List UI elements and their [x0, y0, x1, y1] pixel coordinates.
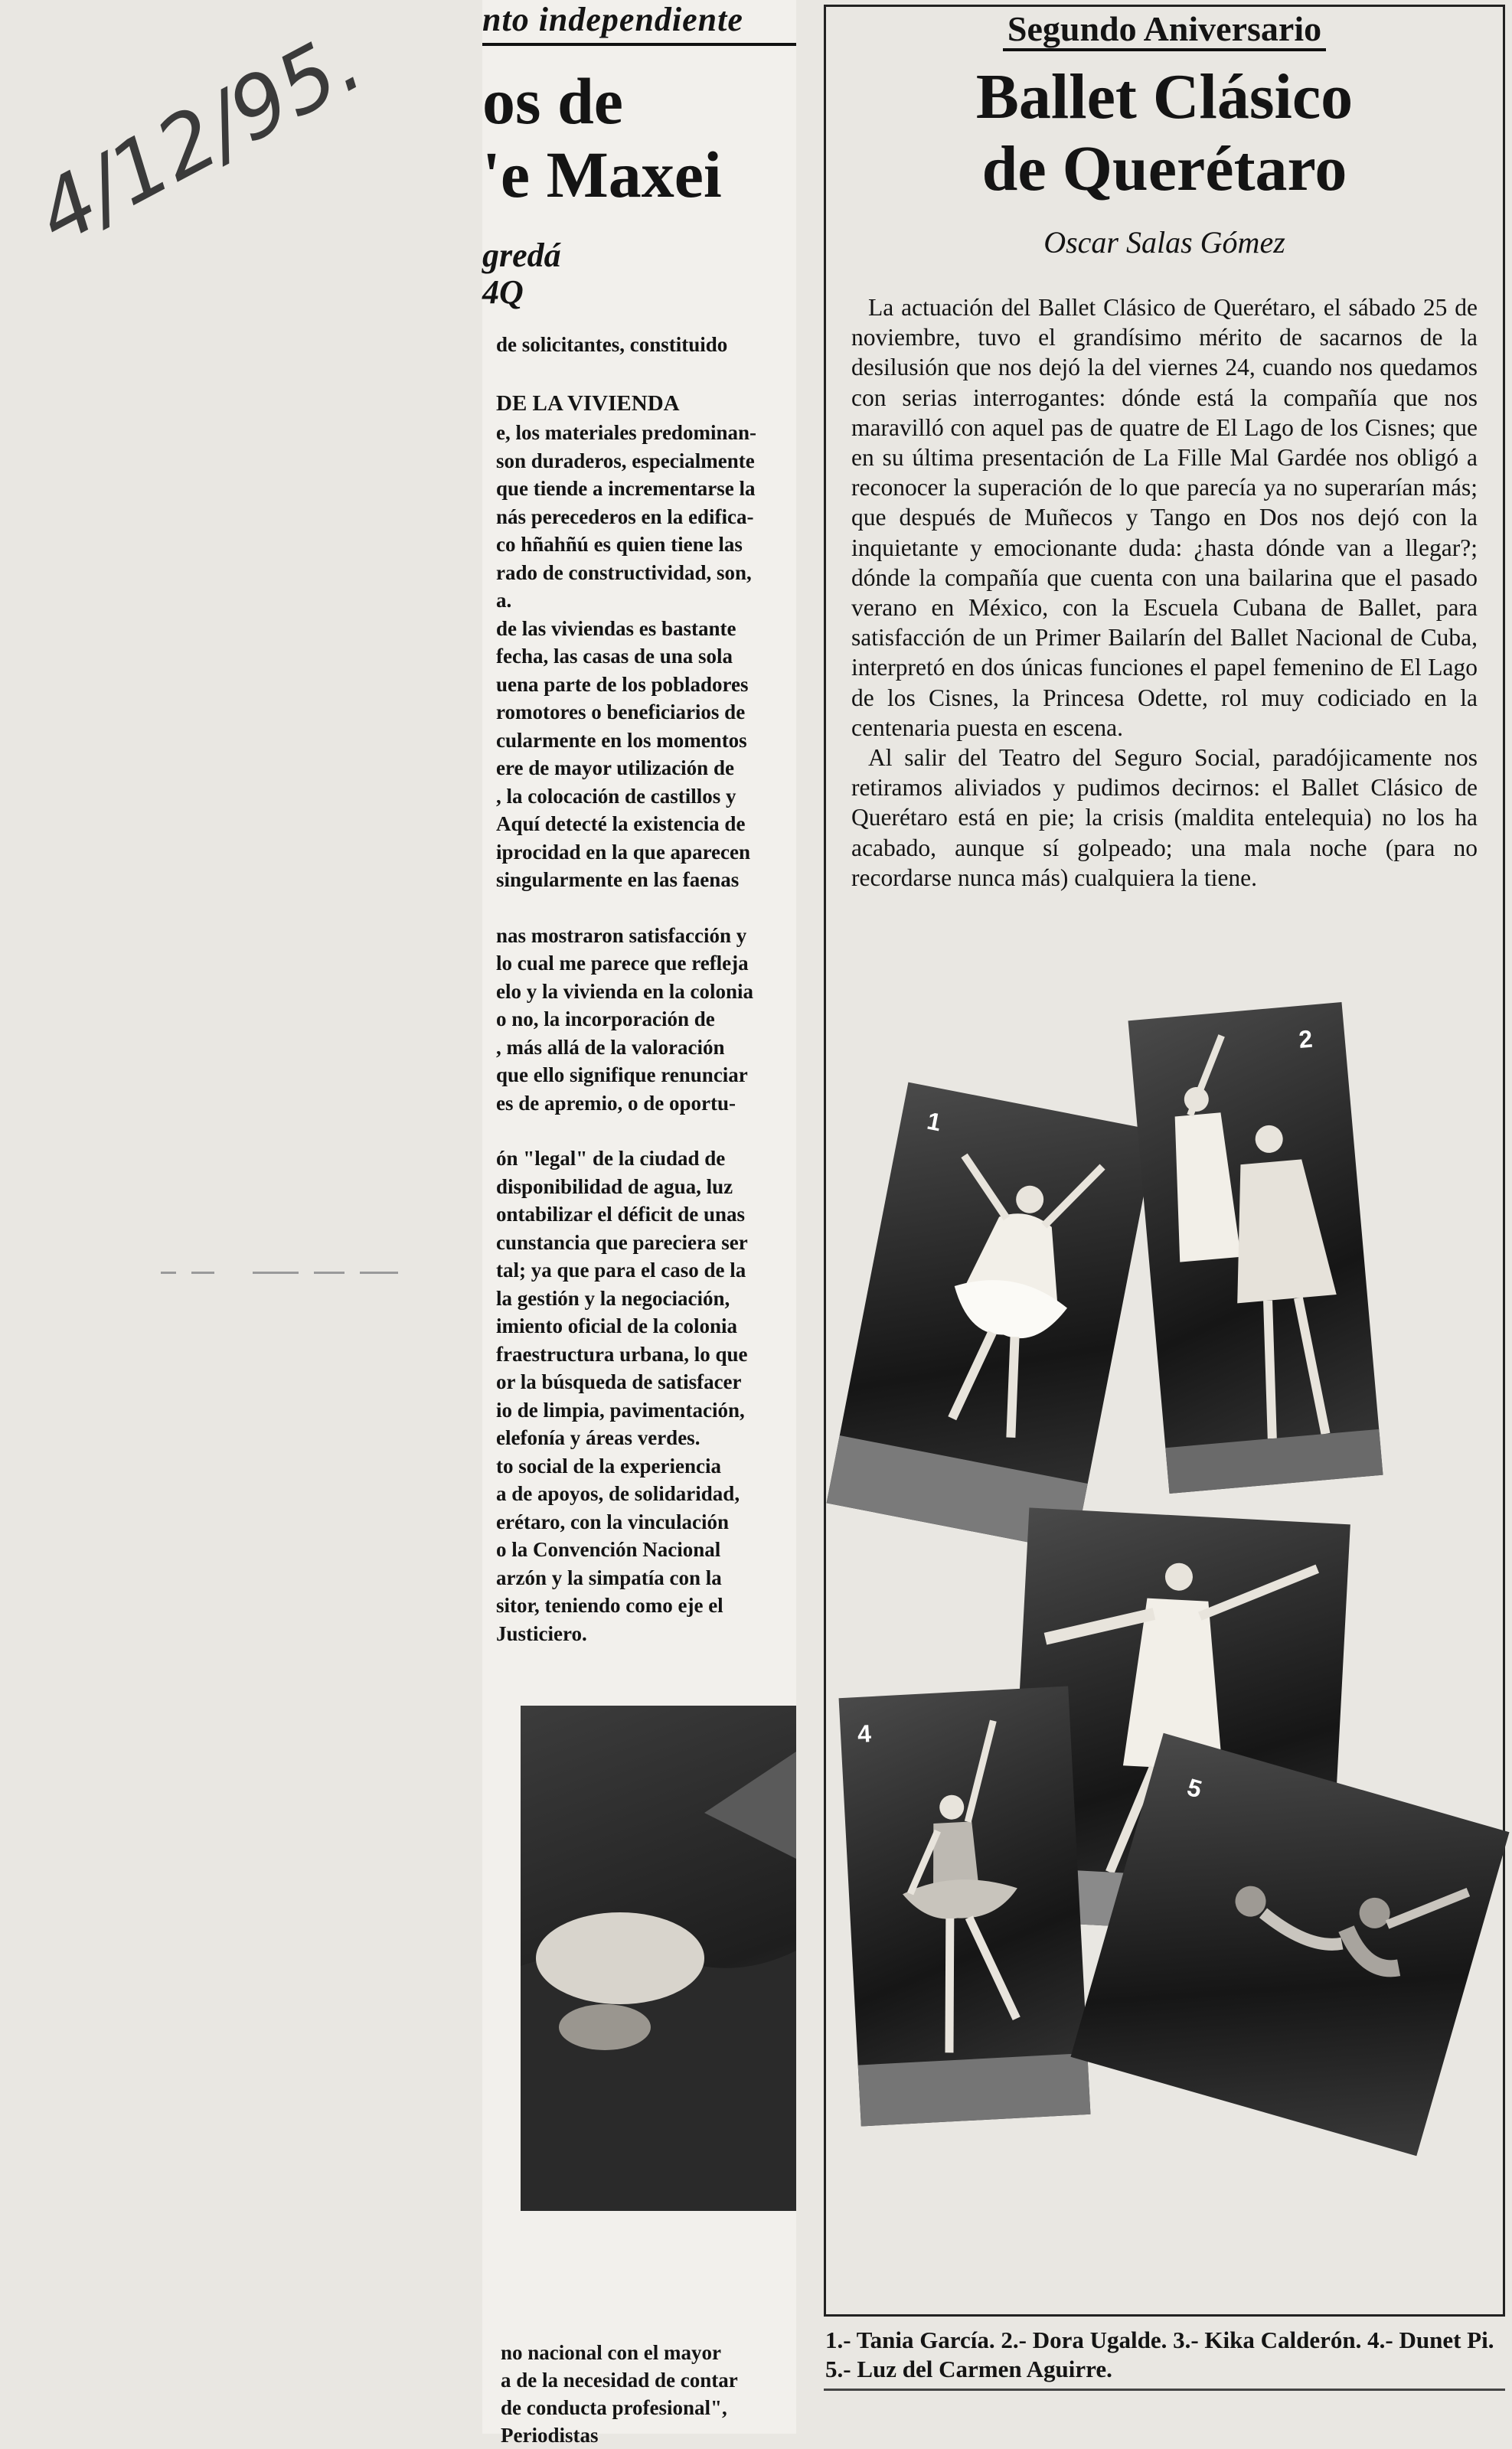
article-headline: [824, 61, 1505, 205]
left-text-line: de solicitantes, constituido: [496, 333, 728, 356]
left-text-line: arzón y la simpatía con la: [496, 1566, 722, 1589]
left-text-line: elo y la vivienda en la colonia: [496, 979, 754, 1003]
left-text-line: la gestión y la negociación,: [496, 1286, 730, 1310]
headline-line: Ballet Clásico: [975, 61, 1354, 132]
left-text-line: uena parte de los pobladores: [496, 672, 749, 696]
left-text-line: e, los materiales predominan-: [496, 421, 756, 444]
left-text-line: rado de constructividad, son,: [496, 560, 752, 584]
photo-1: [827, 1082, 1157, 1552]
left-text-line: to social de la experiencia: [496, 1454, 721, 1478]
left-text-line: tal; ya que para el caso de la: [496, 1259, 746, 1282]
left-text-line: no nacional con el mayor: [501, 2341, 721, 2364]
left-text-line: sitor, teniendo como eje el: [496, 1594, 723, 1617]
left-text-line: erétaro, con la vinculación: [496, 1510, 729, 1533]
left-text-line: , más allá de la valoración: [496, 1035, 725, 1059]
photo-number: 4: [857, 1719, 872, 1748]
left-text-line: Justiciero.: [496, 1621, 587, 1645]
article-body: [851, 292, 1478, 893]
left-byline-line: 4Q: [482, 273, 524, 311]
bottom-rule: [824, 2389, 1505, 2391]
left-text-line: co hñahñú es quien tiene las: [496, 533, 743, 556]
left-text-line: Aquí detecté la existencia de: [496, 812, 746, 835]
left-article-column: [482, 0, 796, 2447]
section-label: nto independiente: [482, 0, 796, 46]
left-text-line: a.: [496, 589, 512, 612]
left-article-title: [482, 64, 796, 211]
left-text-line: de conducta profesional",: [501, 2396, 727, 2419]
photo-number: 2: [1297, 1024, 1314, 1053]
left-text-line: elefonía y áreas verdes.: [496, 1426, 700, 1449]
left-text-line: que tiende a incrementarse la: [496, 477, 756, 500]
left-text-line: singularmente en las faenas: [496, 868, 740, 891]
photo-caption: 1.- Tania García. 2.- Dora Ugalde. 3.- Kika Calderón. 4.- Dunet Pi. 5.- Luz del Carmen Aguirre.: [825, 2327, 1494, 2382]
left-text-line: or la búsqueda de satisfacer: [496, 1370, 742, 1393]
left-text-line: cunstancia que pareciera ser: [496, 1230, 748, 1254]
left-text-line: cularmente en los momentos: [496, 728, 747, 752]
left-body-text: [496, 331, 796, 1647]
left-text-line: io de limpia, pavimentación,: [496, 1398, 745, 1422]
left-text-line: de las viviendas es bastante: [496, 616, 736, 640]
left-text-line: o la Convención Nacional: [496, 1538, 721, 1561]
left-text-line: Periodistas: [501, 2424, 599, 2447]
left-text-line: , la colocación de castillos y: [496, 784, 736, 808]
left-text-line: nás perecederos en la edifica-: [496, 504, 754, 528]
scan-specks: [161, 1267, 413, 1278]
left-text-line: ere de mayor utilización de: [496, 756, 734, 779]
photo-number: 1: [925, 1106, 944, 1137]
left-text-line: son duraderos, especialmente: [496, 449, 755, 472]
svg-text:4/12/95.: 4/12/95.: [21, 11, 377, 264]
left-text-line: iprocidad en la que aparecen: [496, 840, 751, 864]
left-article-photo: [521, 1706, 796, 2211]
headline-line: de Querétaro: [981, 133, 1347, 204]
left-text-line: disponibilidad de agua, luz: [496, 1174, 733, 1198]
left-text-line: ón "legal" de la ciudad de: [496, 1147, 726, 1170]
left-title-line: os de: [482, 64, 623, 138]
ballet-photo-collage: [842, 1011, 1501, 2312]
left-bottom-text: [501, 2339, 799, 2449]
photo-2: [1128, 1002, 1383, 1494]
article-kicker: Segundo Aniversario: [824, 8, 1505, 51]
left-text-line: nas mostraron satisfacción y: [496, 923, 747, 947]
left-text-line: fraestructura urbana, lo que: [496, 1342, 748, 1366]
photo-4: [839, 1687, 1091, 2127]
left-text-line: ontabilizar el déficit de unas: [496, 1203, 746, 1226]
left-byline-line: gredá: [482, 237, 561, 274]
left-text-line: a de la necesidad de contar: [501, 2369, 738, 2392]
left-title-line: 'e Maxei: [482, 138, 722, 211]
left-text-line: fecha, las casas de una sola: [496, 645, 733, 668]
left-text-line: romotores o beneficiarios de: [496, 700, 746, 723]
left-text-line: que ello signifique renunciar: [496, 1063, 748, 1086]
paragraph-1: La actuación del Ballet Clásico de Querétaro, el sábado 25 de noviembre, tuvo el grandísimo mérito de sacarnos de la desilusión que nos dejó la del viernes 24, cuando nos quedamos con serias interrogantes: dónde está la compañía que nos maravilló con aquel pas de quatre de El Lago de los Cisnes; que en su última presentación de La Fille Mal Gardée nos obligó a reconocer la superación de lo que parecía ya no superarían más; que después de Muñecos y Tango en Dos nos dejó con la inquietante y emocionante duda: ¿hasta dónde van a llegar?; dónde la compañía que cuenta con una bailarina que el pasado verano en México, con la Escuela Cubana de Ballet, para satisfacción de un Primer Bailarín del Ballet Nacional de Cuba, interpretó en dos únicas funciones el papel femenino de El Lago de los Cisnes, la Princesa Odette, rol muy codiciado en la centenaria puesta en escena.: [851, 294, 1478, 741]
photo-number: 5: [1184, 1772, 1205, 1804]
left-text-line: lo cual me parece que refleja: [496, 952, 749, 975]
left-text-line: es de apremio, o de oportu-: [496, 1091, 736, 1115]
handwritten-date: [8, 11, 377, 264]
left-text-line: imiento oficial de la colonia: [496, 1314, 737, 1337]
paragraph-2: Al salir del Teatro del Seguro Social, paradójicamente nos retiramos aliviados y pudimos decirnos: el Ballet Clásico de Querétaro está en pie; la crisis (maldita entelequia) no los ha acabado, aunque sí golpeado; una mala noche (para no recordarse nunca más) cualquiera la tiene.: [851, 744, 1478, 891]
left-subhead: DE LA VIVIENDA: [496, 390, 680, 416]
article-byline: Oscar Salas Gómez: [1043, 225, 1285, 260]
left-text-line: a de apoyos, de solidaridad,: [496, 1482, 740, 1505]
left-text-line: o no, la incorporación de: [496, 1007, 715, 1030]
left-byline: [482, 237, 796, 311]
